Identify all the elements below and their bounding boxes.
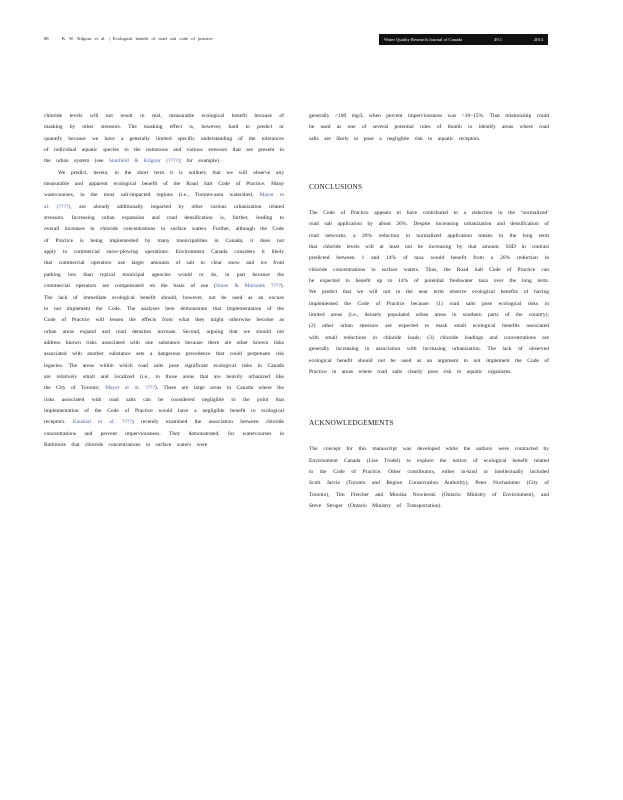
conclusions-paragraph: The Code of Practice appears to have contributed to a reduction in the ‘normalized’ road salt application by about 26%. Despite increasing urbanization and densification of road networks, a 26% reduction in normalized application means in the long term that chloride levels will at least not be increasing by that amount. SSD in contrast predicted between 1 and 14% of taxa would benefit from a 26% reduction in chloride concentrations in surface waters. Thus, the Road Salt Code of Practice can be expected to benefit up to 14% of potential freshwater taxa over the long term. We predict that we will not in the near term observe ecological benefits of having implemented the Code of Practice because: (1) road salts pose ecological risks in limited areas (i.e., densely populated urban areas in southern parts of the country); (2) other urban stressors are expected to mask small ecological benefits associated with small reductions in chloride loads; (3) chloride loadings and concentrations are generally increasing in association with increasing urbanization. The lack of observed ecological benefit should not be used as an argument to not implement the Code of Practice in areas where road salts clearly pose risk to aquatic organisms.: [309, 210, 549, 375]
citation-link[interactable]: Stanfield & Kilgour (????): [108, 158, 180, 165]
journal-year: 2014: [533, 37, 543, 42]
running-header: [44, 36, 213, 41]
paragraph-prediction: We predict, herein, in the short term it is unlikely that we will observe any measurable and apparent ecological benefit of the Road Salt Code of Practice. Many watercourses, in the most salt-impacted regions (i.e., Toronto-area watershed, Mayer et al. (????), are already additionally impacted by other various urbanization related stressors. Increasing urban expansion and road densification is, further, leading to overall increases in chloride concentrations in surface waters. Further, although the Code of Practice is being implemented by many municipalities in Canada, it does not apply to commercial snow-plowing operations. Environment Canada considers it likely that commercial operators use larger amounts of salt to clear snow and ice from parking lots than typical municipal agencies would or do, in part because the commercial operators are compensated on the basis of use (Stone & Marsalek ????). The lack of immediate ecological benefit should, however, not be used as an excuse to not implement the Code. The analyses here demonstrate that implementation of the Code of Practice will lessen the effects from what they might otherwise become as urban areas expand and road densities increase. Second, arguing that we should not address known risks associated with one substance because there are other known risks associated with another substance sets a dangerous precedence that could perpetuate risk legacies. The areas within which road salts pose significant ecological risks in Canada are relatively small and localized (i.e., to those areas that are heavily urbanized like the City of Toronto; Mayer et al. ????). There are large areas in Canada where the risks associated with road salts can be considered negligible to the point that implementation of the Code of Practice would have a negligible benefit to ecological receptors. Kaushal et al. ????) recently examined the association between chloride concentrations and percent imperviousness. They demonstrated, for watercourses in Baltimore that chloride concentrations in surface waters were: [44, 169, 285, 448]
journal-name: Water Quality Research Journal of Canada: [384, 37, 463, 42]
citation-link[interactable]: Kaushal et al. ????: [72, 419, 132, 426]
right-column: [309, 111, 549, 512]
citation-link[interactable]: Stone & Marsalek ????: [216, 283, 281, 290]
journal-banner: [379, 34, 548, 45]
acknowledgements-heading: ACKNOWLEDGEMENTS: [309, 418, 394, 428]
citation-link[interactable]: Mayer et al. ????: [105, 385, 155, 392]
acknowledgements-paragraph: The concept for this manuscript was developed while the authors were contracted by Environment Canada (Lise Trudel) to explore the notion of ecological benefit related to the Code of Practice. Other contributors, either in-kind or intellectually included Scott Jarvie (Toronto and Region Conservation Authority), Peter Nochammer (City of Toronto), Tim Fletcher and Monika Nowierski (Ontario Ministry of Environment), and Steve Struger (Ontario Ministry of Transportation).: [309, 446, 549, 509]
conclusions-heading: CONCLUSIONS: [309, 182, 363, 192]
journal-volume: 49.1: [494, 37, 503, 42]
paragraph-continuation: generally <100 mg/L when percent imperviousness was <10–15%. That relationship could be used as one of several potential rules of thumb to identify areas where road salts are likely to pose a negligible risk to aquatic receptors.: [309, 113, 549, 142]
citation-link[interactable]: Mayer et al. (????): [44, 192, 285, 210]
page-number: 88: [44, 36, 49, 41]
paragraph-masking: chloride levels will not result in real, measurable ecological benefit because of masking by other stressors. The masking effect is, however, hard to predict or quantify because we have a generally limited specific understanding of the tolerances of individual aquatic species to the numerous and various stressors that are present in the urban system (see Stanfield & Kilgour (????); for example).: [44, 113, 284, 165]
running-title: B. W. Kilgour et al. | Ecological benefit of road salt code of practice: [61, 36, 213, 41]
left-column: [44, 111, 284, 451]
